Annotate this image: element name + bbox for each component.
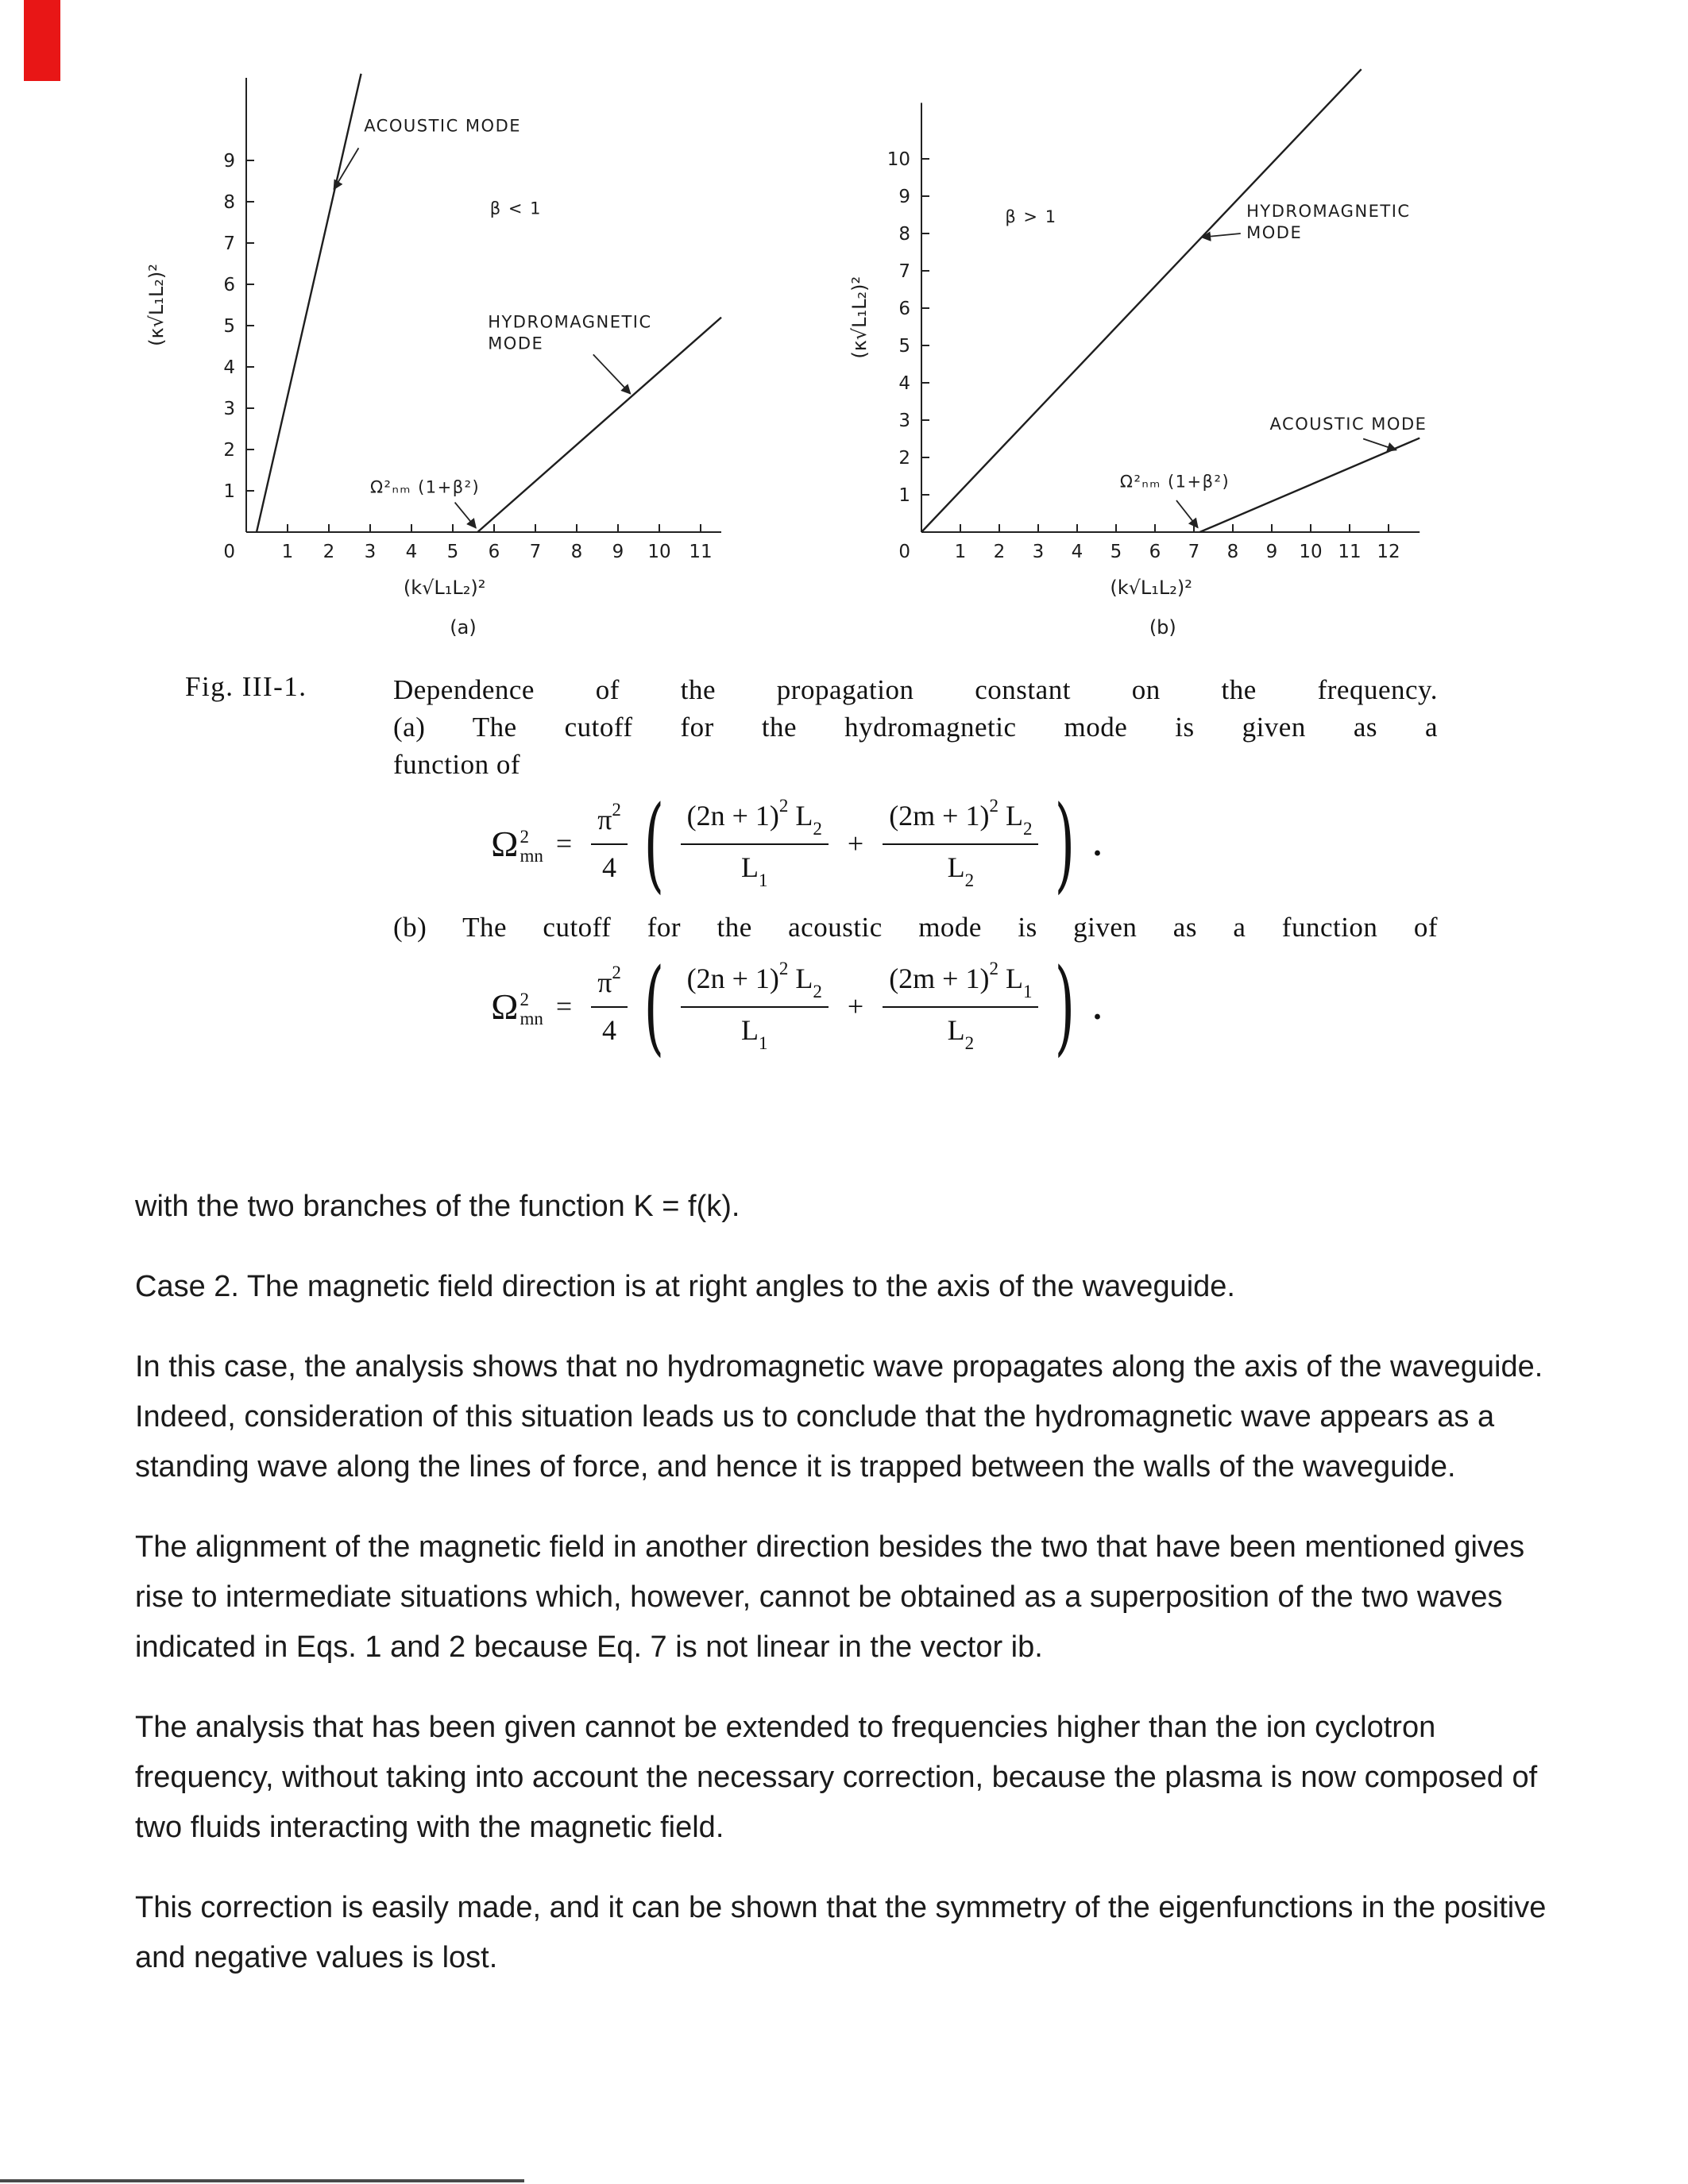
term2-fraction: $\frac{(2m + 1)^2 L_2}{L_2}$ <box>883 799 1038 888</box>
equals-sign: = <box>555 990 573 1023</box>
y-tick-label: 10 <box>886 149 910 170</box>
y-tick-label: 9 <box>223 151 235 172</box>
omega-symbol: Ω <box>491 986 519 1027</box>
x-tick-label: 2 <box>323 542 335 562</box>
paragraph-4: The alignment of the magnetic field in another direction besides the two that have been mentioned gives rise to intermediate situations which, however, cannot be obtained as a superposition of the two waves indicated in Eqs. 1 and 2 because Eq. 7 is not linear in the vector ib. <box>135 1530 1525 1664</box>
paragraph-3: In this case, the analysis shows that no hydromagnetic wave propagates along the axis of the waveguide. Indeed, consideration of this situation leads us to conclude that the hydromagnetic wave appears as a standing wave along the lines of force, and hence it is trapped between the walls of the waveguide. <box>135 1350 1543 1484</box>
y-tick-label: 1 <box>898 485 910 506</box>
chart-annotation: MODE <box>488 334 544 353</box>
plus-sign: + <box>847 828 864 860</box>
chart-annotation: HYDROMAGNETIC <box>1246 201 1411 221</box>
y-tick-label: 3 <box>223 399 235 419</box>
paragraph-1: with the two branches of the function K = f(k). <box>135 1190 740 1223</box>
chart-a-beta-less-than-1 <box>139 60 743 654</box>
x-tick-label: 11 <box>1338 542 1362 562</box>
caption-line-3: function of <box>393 749 521 780</box>
subplot-label: (a) <box>450 616 477 639</box>
body-text <box>135 1182 1569 2013</box>
x-tick-label: 1 <box>954 542 967 562</box>
omega-sub: mn <box>520 1009 543 1029</box>
chart-annotation: β > 1 <box>1005 206 1057 226</box>
subplot-label: (b) <box>1149 616 1176 639</box>
pi-exponent: 2 <box>612 800 621 820</box>
equation-b: Ω 2 mn = $\frac{\pi^2}{4}$ ( $\frac{(2n + 1)^2 L_2}{L_1}$ + $\frac{(2m + 1)^2 L_1}{L_2}$ ) . <box>491 946 1102 1067</box>
omega-sup: 2 <box>520 990 529 1010</box>
y-tick-label: 4 <box>223 357 235 378</box>
acoustic-mode-line <box>257 74 361 532</box>
x-tick-label: 3 <box>1032 542 1045 562</box>
chart-annotation: ACOUSTIC MODE <box>364 116 522 136</box>
term2-fraction: $\frac{(2m + 1)^2 L_1}{L_2}$ <box>883 962 1038 1051</box>
chart-annotation: Ω²ₙₘ (1+β²) <box>1119 472 1230 492</box>
y-axis-label: (κ√L₁L₂)² <box>848 276 871 359</box>
scan-artifact-bottom-edge <box>0 2179 524 2182</box>
y-tick-label: 8 <box>223 192 235 213</box>
scan-artifact-red-mark <box>24 0 60 81</box>
x-tick-label: 12 <box>1377 542 1400 562</box>
x-axis-label: (k√L₁L₂)² <box>1110 577 1192 599</box>
equation-period: . <box>1093 990 1102 1027</box>
annotation-arrow <box>1176 500 1198 527</box>
pi-symbol: π <box>597 804 612 836</box>
y-tick-label: 7 <box>223 233 235 254</box>
y-tick-label: 5 <box>223 316 235 337</box>
y-tick-label: 1 <box>223 481 235 502</box>
origin-label: 0 <box>223 542 235 562</box>
annotation-arrow <box>334 148 358 189</box>
x-tick-label: 5 <box>1110 542 1122 562</box>
x-axis-label: (k√L₁L₂)² <box>403 577 486 599</box>
chart-annotation: β < 1 <box>489 199 543 218</box>
omega-supsub <box>520 828 543 866</box>
x-tick-label: 8 <box>570 542 583 562</box>
y-tick-label: 3 <box>898 411 910 431</box>
x-tick-label: 10 <box>647 542 671 562</box>
x-tick-label: 1 <box>281 542 294 562</box>
x-tick-label: 6 <box>1149 542 1161 562</box>
origin-label: 0 <box>898 542 910 562</box>
x-tick-label: 7 <box>529 542 542 562</box>
y-tick-label: 4 <box>898 373 910 394</box>
y-tick-label: 9 <box>898 187 910 207</box>
annotation-arrow <box>593 354 631 393</box>
x-tick-label: 6 <box>488 542 500 562</box>
paragraph-5: The analysis that has been given cannot be extended to frequencies higher than the ion cyclotron frequency, without taking into account the necessary correction, because the plasma is now composed of two fluids interacting with the magnetic field. <box>135 1711 1538 1844</box>
x-tick-label: 5 <box>446 542 459 562</box>
paragraph-2: Case 2. The magnetic field direction is at right angles to the axis of the waveguide. <box>135 1270 1235 1303</box>
omega-symbol: Ω <box>491 823 519 864</box>
omega-sub: mn <box>520 846 543 866</box>
equation-b-lhs <box>491 986 543 1028</box>
figure-caption-text <box>393 671 1438 1072</box>
y-tick-label: 2 <box>223 440 235 461</box>
plus-sign: + <box>847 990 864 1023</box>
omega-supsub <box>520 990 543 1028</box>
paragraph-6: This correction is easily made, and it can be shown that the symmetry of the eigenfunctions in the positive and negative values is lost. <box>135 1891 1547 1974</box>
x-tick-label: 10 <box>1299 542 1323 562</box>
caption-line-4: (b) The cutoff for the acoustic mode is given as a function of <box>393 912 1438 943</box>
annotation-arrow <box>455 503 477 528</box>
term1-fraction: $\frac{(2n + 1)^2 L_2}{L_1}$ <box>681 799 829 888</box>
y-tick-label: 7 <box>898 261 910 282</box>
omega-sup: 2 <box>520 826 529 847</box>
caption-line-1: Dependence of the propagation constant on the frequency. <box>393 674 1438 705</box>
annotation-arrow <box>1202 233 1241 237</box>
y-tick-label: 8 <box>898 224 910 245</box>
caption-line-2: (a) The cutoff for the hydromagnetic mode is given as a <box>393 712 1438 743</box>
x-tick-label: 4 <box>1071 542 1083 562</box>
x-tick-label: 3 <box>364 542 377 562</box>
figure-caption <box>185 671 1438 1072</box>
y-tick-label: 5 <box>898 336 910 357</box>
pi-exponent: 2 <box>612 963 621 983</box>
coefficient-denominator: 4 <box>602 1013 617 1046</box>
x-tick-label: 11 <box>689 542 713 562</box>
x-tick-label: 9 <box>1265 542 1278 562</box>
chart-annotation: HYDROMAGNETIC <box>488 312 652 332</box>
coefficient-denominator: 4 <box>602 851 617 883</box>
coefficient-fraction <box>591 800 628 884</box>
x-tick-label: 8 <box>1226 542 1239 562</box>
y-tick-label: 6 <box>898 299 910 319</box>
acoustic-mode-line <box>1199 438 1420 532</box>
coefficient-fraction <box>591 963 628 1047</box>
x-tick-label: 7 <box>1188 542 1200 562</box>
x-tick-label: 9 <box>612 542 624 562</box>
y-axis-label: (κ√L₁L₂)² <box>145 264 168 346</box>
equation-period: . <box>1093 827 1102 864</box>
annotation-arrow <box>1363 439 1396 450</box>
chart-annotation: Ω²ₙₘ (1+β²) <box>370 477 481 497</box>
pi-symbol: π <box>597 967 612 999</box>
y-tick-label: 6 <box>223 275 235 295</box>
equation-a-lhs <box>491 823 543 865</box>
x-tick-label: 4 <box>405 542 418 562</box>
y-tick-label: 2 <box>898 448 910 469</box>
chart-annotation: ACOUSTIC MODE <box>1269 414 1427 434</box>
equation-a: Ω 2 mn = $\frac{\pi^2}{4}$ ( $\frac{(2n + 1)^2 L_2}{L_1}$ + $\frac{(2m + 1)^2 L_2}{L_2}$ ) . <box>491 783 1102 905</box>
figure-label: Fig. III-1. <box>185 671 307 702</box>
chart-b-beta-greater-than-1 <box>842 60 1477 654</box>
term1-fraction: $\frac{(2n + 1)^2 L_2}{L_1}$ <box>681 962 829 1051</box>
equals-sign: = <box>555 828 573 860</box>
x-tick-label: 2 <box>993 542 1006 562</box>
hydromagnetic-mode-line <box>921 69 1362 532</box>
chart-annotation: MODE <box>1246 222 1303 242</box>
